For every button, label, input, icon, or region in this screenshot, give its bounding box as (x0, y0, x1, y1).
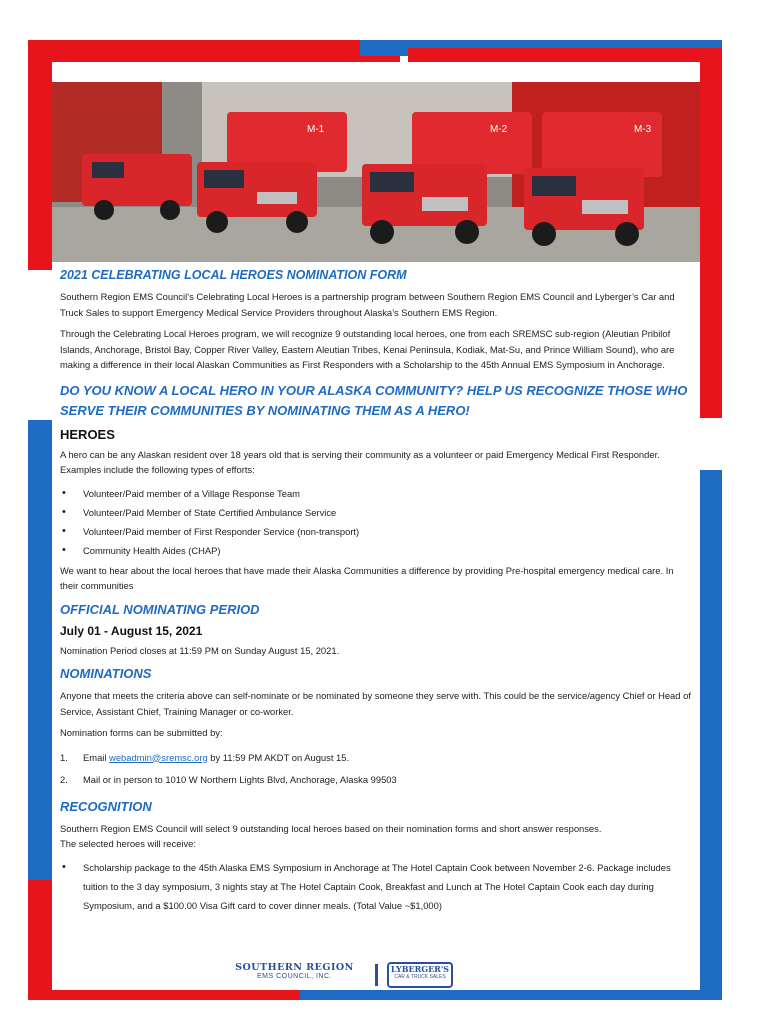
list-item: • Volunteer/Paid Member of State Certified Ambulance Service (60, 503, 692, 522)
ambulance-illustration (52, 82, 700, 262)
ambulance-photo (52, 82, 700, 262)
list-item: • Volunteer/Paid member of a Village Response Team (60, 484, 692, 503)
list-item: • Volunteer/Paid member of First Responder Service (non-transport) (60, 522, 692, 541)
frame-blue-right (700, 470, 722, 998)
truck-label: M-3 (634, 124, 652, 135)
email-suffix: by 11:59 PM AKDT on August 15. (207, 751, 350, 763)
intro-paragraph-1: Southern Region EMS Council’s Celebrating Local Heroes is a partnership program between Southern Region EMS Council and Lyberger’s Car and Truck Sales to support Emergency Medical Service Providers throughout Alaska’s Southern EMS Region. (60, 291, 675, 318)
period-dates: July 01 - August 15, 2021 (60, 623, 203, 638)
recognition-text-1: Southern Region EMS Council will select 9 outstanding local heroes based on their nomination forms and short answer responses. (60, 822, 602, 834)
sremsc-logo-line2: EMS COUNCIL, INC. (256, 973, 332, 980)
form-title: 2021 CELEBRATING LOCAL HEROES NOMINATION FORM (60, 268, 407, 282)
nominations-text: Anyone that meets the criteria above can self-nominate or be nominated by someone they serve with. This could be the service/agency Chief or Head of Service, Assistant Chief, Training Manager or co-worker. (60, 690, 691, 717)
recognition-text-2: The selected heroes will receive: (60, 838, 197, 849)
sremsc-logo (227, 962, 362, 988)
list-item: • Community Health Aides (CHAP) (60, 541, 692, 560)
frame-red-left-lower (28, 880, 52, 1000)
email-prefix: Email (83, 751, 110, 763)
frame-red-topright (408, 48, 704, 62)
email-link[interactable]: webadmin@sremsc.org (109, 751, 208, 763)
heroes-closing: We want to hear about the local heroes that have made their Alaska Communities a difference by providing Pre-hospital emergency medical care. In their communities (60, 564, 674, 591)
sremsc-logo-line1: SOUTHERN REGION (235, 962, 354, 973)
list-item (60, 769, 692, 791)
lybergers-logo-line1: LYBERGER'S (390, 964, 450, 974)
frame-red-right (700, 48, 722, 418)
period-heading: OFFICIAL NOMINATING PERIOD (60, 601, 260, 617)
lybergers-logo-line2: CAR & TRUCK SALES (394, 974, 446, 980)
logo-divider (375, 964, 378, 986)
nominations-submit-intro: Nomination forms can be submitted by: (60, 727, 223, 738)
heroes-list (60, 484, 692, 560)
sponsor-logos (227, 960, 527, 988)
intro-paragraph-2: Through the Celebrating Local Heroes program, we will recognize 9 outstanding local heroes, one from each SREMSC sub-region (Aleutian Pribilof Islands, Anchorage, Bristol Bay, Copper River Valley, Eastern Aleutian Tribes, Kenai Peninsula, Kodiak, Mat-Su, and Prince William Sound), who are making a difference in their local Alaskan Communities as First Responders with a Scholarship to the 45th Annual EMS Symposium in Anchorage. (60, 328, 675, 370)
frame-red-left-upper (28, 40, 52, 270)
item-number: 1. (60, 751, 68, 763)
document-body (60, 266, 692, 918)
heroes-text: A hero can be any Alaskan resident over 18 years old that is serving their community as a volunteer or paid Emergency Medical First Responder. Examples include the following types of efforts: (60, 448, 660, 475)
item-number: 2. (60, 773, 68, 785)
period-text: Nomination Period closes at 11:59 PM on Sunday August 15, 2021. (60, 644, 340, 656)
mail-address: Mail or in person to 1010 W Northern Lights Blvd, Anchorage, Alaska 99503 (83, 773, 397, 785)
nominations-heading: NOMINATIONS (60, 666, 152, 681)
recognition-heading: RECOGNITION (60, 798, 152, 814)
truck-label: M-2 (490, 124, 508, 135)
truck-label: M-1 (307, 124, 325, 135)
frame-blue-left (28, 420, 52, 900)
heroes-heading: HEROES (60, 426, 115, 442)
document-page (52, 62, 700, 990)
lybergers-logo (387, 962, 453, 988)
list-item: • Scholarship package to the 45th Alaska EMS Symposium in Anchorage at The Hotel Captain Cook between November 2-6. Package includes tuition to the 3 day symposium, 3 nights stay at The Hotel Captain Cook, Breakfast and Lunch at The Hotel Captain Cook each day during Symposium, and a $100.00 Visa Gift card to cover dinner meals. (Total Value ~$1,000) (60, 858, 692, 915)
recognition-list (60, 858, 692, 915)
list-item (60, 747, 692, 769)
callout-heading: DO YOU KNOW A LOCAL HERO IN YOUR ALASKA COMMUNITY? HELP US RECOGNIZE THOSE WHO SERVE THEIR COMMUNITIES BY NOMINATING THEM AS A HERO! (60, 382, 688, 418)
frame-blue-bottom (300, 990, 722, 1000)
nomination-methods (60, 747, 692, 791)
frame-red-top (28, 40, 400, 62)
